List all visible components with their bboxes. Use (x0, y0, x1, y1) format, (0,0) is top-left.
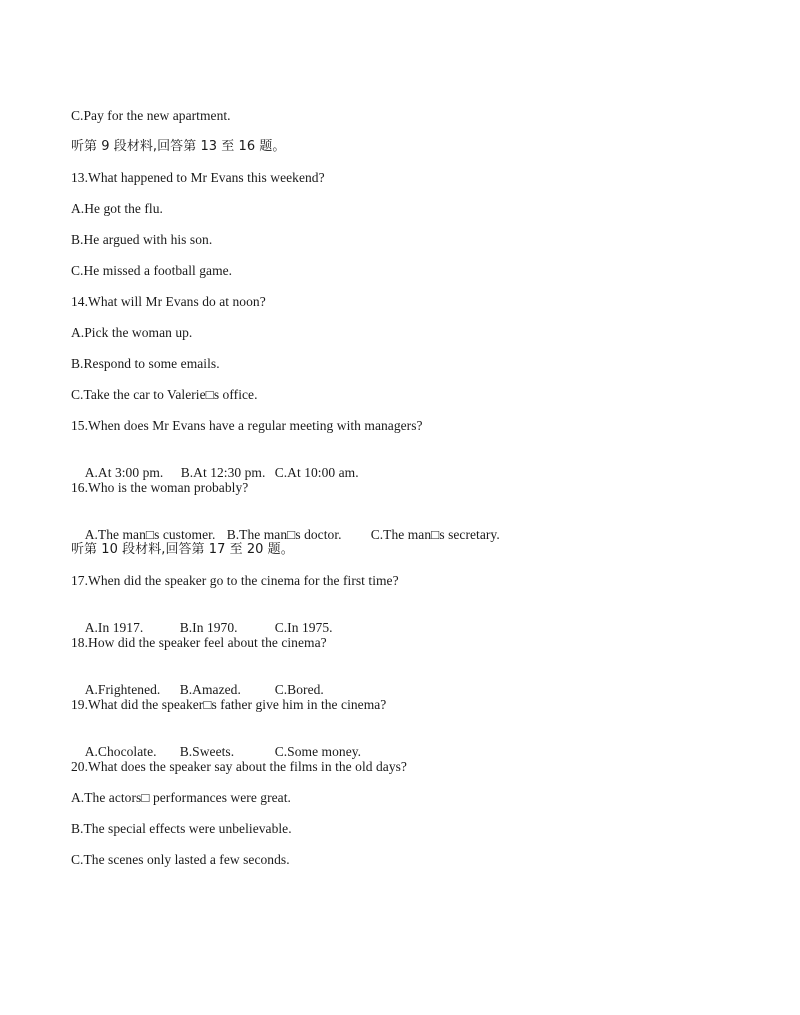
q13-option-b: B.He argued with his son. (71, 232, 213, 247)
q18-option-c: C.Bored. (274, 682, 324, 697)
q16-option-c: C.The man□s secretary. (370, 527, 500, 542)
question-16: 16.Who is the woman probably? (71, 480, 249, 495)
q19-option-c: C.Some money. (274, 744, 362, 759)
q13-option-a: A.He got the flu. (71, 201, 163, 216)
question-20: 20.What does the speaker say about the films in the old days? (71, 759, 407, 774)
q15-option-c: C.At 10:00 am. (274, 465, 359, 480)
q16-option-a: A.The man□s customer. (84, 527, 216, 542)
question-17: 17.When did the speaker go to the cinema for the first time? (71, 573, 399, 588)
q17-option-c: C.In 1975. (274, 620, 333, 635)
q20-option-b: B.The special effects were unbelievable. (71, 821, 292, 836)
q16-option-b: B.The man□s doctor. (226, 527, 342, 542)
section-heading-passage-10: 听第 10 段材料,回答第 17 至 20 题。 (71, 542, 294, 557)
q15-option-a: A.At 3:00 pm. (84, 465, 164, 480)
q14-option-a: A.Pick the woman up. (71, 325, 193, 340)
q17-option-a: A.In 1917. (84, 620, 144, 635)
q14-option-b: B.Respond to some emails. (71, 356, 220, 371)
q20-option-c: C.The scenes only lasted a few seconds. (71, 852, 290, 867)
q17-option-b: B.In 1970. (179, 620, 238, 635)
question-18: 18.How did the speaker feel about the cinema? (71, 635, 327, 650)
q18-option-b: B.Amazed. (179, 682, 241, 697)
q18-option-a: A.Frightened. (84, 682, 161, 697)
question-15: 15.When does Mr Evans have a regular meeting with managers? (71, 418, 423, 433)
q20-option-a: A.The actors□ performances were great. (71, 790, 291, 805)
q19-option-b: B.Sweets. (179, 744, 235, 759)
q13-option-c: C.He missed a football game. (71, 263, 233, 278)
question-13: 13.What happened to Mr Evans this weekend? (71, 170, 325, 185)
section-heading-passage-9: 听第 9 段材料,回答第 13 至 16 题。 (71, 139, 286, 154)
q14-option-c: C.Take the car to Valerie□s office. (71, 387, 258, 402)
q19-option-a: A.Chocolate. (84, 744, 157, 759)
q12-option-c: C.Pay for the new apartment. (71, 108, 231, 123)
q15-option-b: B.At 12:30 pm. (180, 465, 266, 480)
question-19: 19.What did the speaker□s father give him in the cinema? (71, 697, 387, 712)
question-14: 14.What will Mr Evans do at noon? (71, 294, 266, 309)
